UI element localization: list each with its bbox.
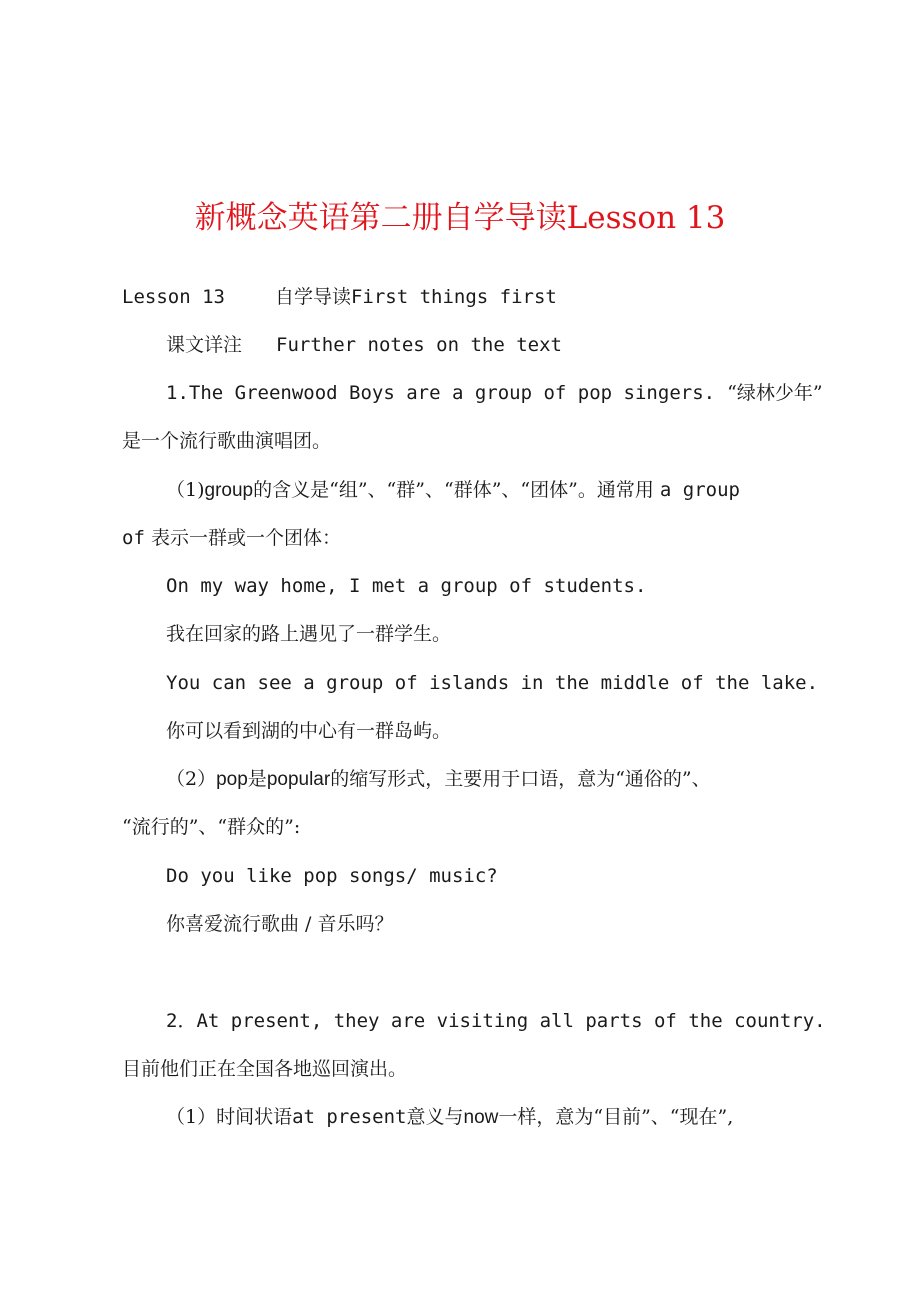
point-1-1-keyword: group <box>204 480 254 501</box>
point-1-2-line1 <box>166 765 711 794</box>
point-2-1-meaning-same: 意义与 <box>406 1106 464 1128</box>
lesson-header <box>122 283 557 311</box>
point-1-2-is: 是 <box>247 768 267 790</box>
section-1-sentence-en: 1.The Greenwood Boys are a group of pop singers. <box>166 382 716 404</box>
section-2-sentence-cn: 目前他们正在全国各地巡回演出。 <box>122 1058 408 1080</box>
point-2-1-prefix: （1）时间状语 <box>166 1106 293 1128</box>
point-1-1-explanation: 的含义是“组”、“群”、“群体”、“团体”。通常用 <box>253 479 654 501</box>
example-1-cn: 我在回家的路上遇见了一群学生。 <box>166 623 452 645</box>
section-2-sentence-en: 2．At present, they are visiting all parts of the country. <box>166 1010 826 1032</box>
point-1-2-line2: “流行的”、“群众的”: <box>122 816 301 838</box>
point-1-1-phrase: a group <box>659 479 740 501</box>
lesson-label: 自学导读 <box>274 286 351 308</box>
point-1-1-line2 <box>122 524 341 552</box>
point-1-1-number: （1) <box>166 479 205 501</box>
section-1-sentence-cn-a: “绿林少年” <box>727 382 823 404</box>
point-1-1-explanation-end: 表示一群或一个团体： <box>150 527 341 549</box>
point-1-1-line1 <box>166 476 740 505</box>
point-1-1-phrase-end: of <box>122 527 145 549</box>
point-1-2-number: （2） <box>166 768 217 790</box>
example-1-en: On my way home, I met a group of students. <box>166 575 647 597</box>
point-1-2-keyword: pop <box>216 769 248 790</box>
point-2-1-explanation: 一样，意为“目前”、“现在”, <box>498 1106 734 1128</box>
page-title: 新概念英语第二册自学导读Lesson 13 <box>194 200 726 236</box>
example-3-en: Do you like pop songs/ music? <box>166 865 498 887</box>
example-2-cn: 你可以看到湖的中心有一群岛屿。 <box>166 720 452 742</box>
lesson-number: Lesson 13 <box>122 286 225 308</box>
notes-heading <box>166 331 562 359</box>
example-2-en: You can see a group of islands in the middle of the lake. <box>166 672 819 694</box>
section-1-sentence <box>166 379 823 407</box>
notes-heading-cn: 课文详注 <box>166 334 243 356</box>
lesson-topic: First things first <box>350 286 557 308</box>
point-2-1-now: now <box>463 1107 499 1128</box>
point-2-1-line1 <box>166 1103 733 1132</box>
point-2-1-phrase: at present <box>292 1106 407 1128</box>
point-1-2-source-word: popular <box>266 769 331 790</box>
section-1-sentence-cn: 是一个流行歌曲演唱团。 <box>122 430 332 452</box>
point-1-2-explanation: 的缩写形式，主要用于口语，意为“通俗的”、 <box>330 768 711 790</box>
notes-heading-en: Further notes on the text <box>276 334 562 356</box>
example-3-cn: 你喜爱流行歌曲 / 音乐吗？ <box>166 913 394 935</box>
